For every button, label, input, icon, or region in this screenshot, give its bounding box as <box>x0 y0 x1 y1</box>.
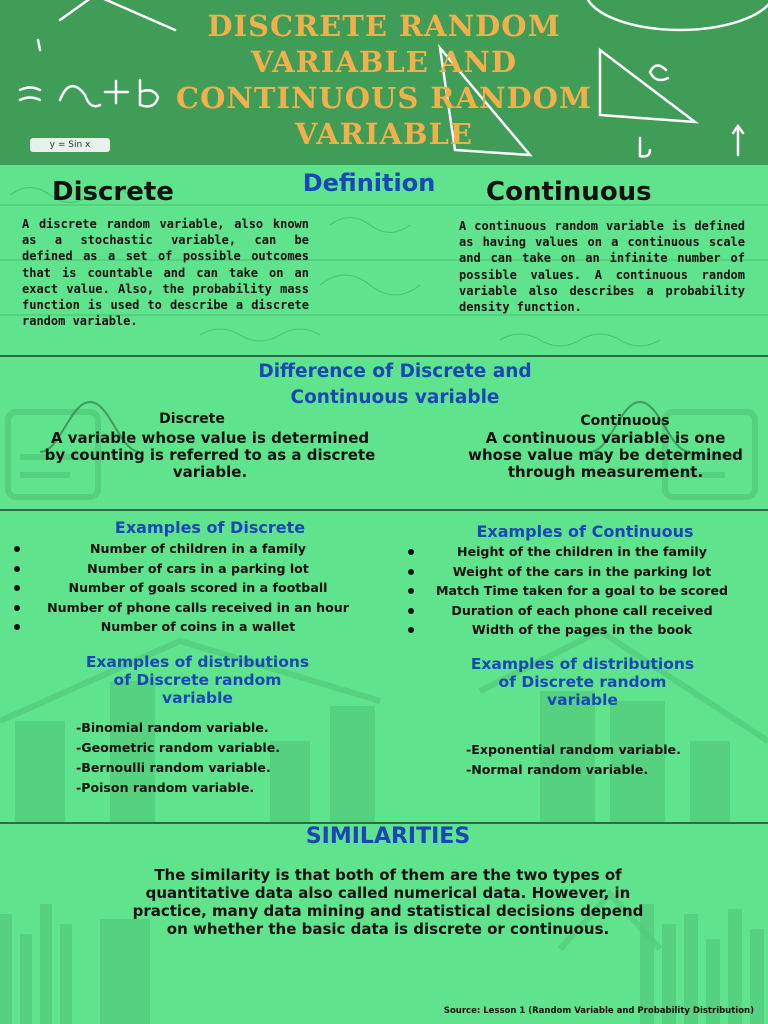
examples-section <box>0 511 768 822</box>
list-item-text: Width of the pages in the book <box>471 622 693 638</box>
discrete-definition: A discrete random variable, also known as a stochastic variable, can be defined as a set of possible outcomes that is countable and can take on an exact value. Also, the probability mass function is used to describe a discrete random variable. <box>22 217 309 329</box>
difference-continuous-label: Continuous <box>580 413 670 429</box>
bullet-icon <box>408 627 414 633</box>
difference-heading <box>150 359 640 411</box>
list-item <box>8 598 388 618</box>
list-item: -Poison random variable. <box>76 780 255 795</box>
similarities-section <box>0 824 768 1024</box>
similarities-text: The similarity is that both of them are the two types of quantitative data also called numerical data. However, in practice, many data mining and statistical decisions depend on whether the basic data is discrete or continuous. <box>132 866 644 938</box>
source-citation: Source: Lesson 1 (Random Variable and Probability Distribution) <box>443 1006 754 1016</box>
list-item-text: Match Time taken for a goal to be scored <box>435 583 729 599</box>
bullet-icon <box>14 566 20 572</box>
list-item <box>402 620 762 640</box>
bullet-icon <box>14 605 20 611</box>
list-item: -Normal random variable. <box>466 762 649 777</box>
distributions-heading-line: of Discrete random <box>498 673 667 691</box>
difference-continuous-text: A continuous variable is one whose value may be determined through measurement. <box>468 429 743 481</box>
list-item-text: Number of cars in a parking lot <box>87 560 309 576</box>
list-item <box>402 542 762 562</box>
distributions-continuous-heading <box>410 655 755 709</box>
distributions-heading-line: of Discrete random <box>113 671 282 689</box>
list-item-text: Number of phone calls received in an hour <box>47 599 349 615</box>
list-item-text: Number of goals scored in a football <box>68 580 328 596</box>
distributions-discrete-list <box>76 718 336 798</box>
list-item-text: Number of coins in a wallet <box>100 619 296 635</box>
examples-discrete-heading: Examples of Discrete <box>114 518 306 537</box>
distributions-continuous-list <box>466 740 726 780</box>
distributions-heading-line: Examples of distributions <box>470 655 695 673</box>
header-banner <box>0 0 768 165</box>
title-line-3: CONTINUOUS RANDOM <box>175 81 592 115</box>
list-item-text: Weight of the cars in the parking lot <box>452 563 712 579</box>
bullet-icon <box>408 569 414 575</box>
bullet-icon <box>408 608 414 614</box>
list-item <box>8 617 388 637</box>
page-title <box>0 8 768 152</box>
list-item: -Binomial random variable. <box>76 720 269 735</box>
distributions-heading-line: variable <box>547 691 618 709</box>
distributions-heading-line: variable <box>162 689 233 707</box>
continuous-definition: A continuous random variable is defined as having values on a continuous scale and can take on an infinite number of possible values. A continuous random variable also describes a probability density function. <box>459 219 745 315</box>
examples-continuous-list <box>402 542 762 640</box>
similarities-heading: SIMILARITIES <box>305 824 471 849</box>
list-item <box>8 539 388 559</box>
bullet-icon <box>408 588 414 594</box>
bullet-icon <box>14 546 20 552</box>
difference-discrete-label: Discrete <box>159 411 225 427</box>
definition-heading: Definition <box>302 169 436 197</box>
list-item <box>402 601 762 621</box>
distributions-discrete-heading <box>25 653 370 707</box>
examples-discrete-list <box>8 539 388 637</box>
list-item <box>402 562 762 582</box>
list-item-text: Duration of each phone call received <box>451 602 713 618</box>
definition-section <box>0 165 768 355</box>
list-item: -Exponential random variable. <box>466 742 681 757</box>
discrete-title: Discrete <box>52 177 174 207</box>
list-item <box>402 581 762 601</box>
list-item: -Geometric random variable. <box>76 740 281 755</box>
list-item <box>8 559 388 579</box>
difference-section <box>0 357 768 509</box>
list-item <box>8 578 388 598</box>
continuous-title: Continuous <box>486 177 652 207</box>
title-line-4: VARIABLE <box>295 117 473 151</box>
bullet-icon <box>408 549 414 555</box>
bullet-icon <box>14 585 20 591</box>
list-item-text: Height of the children in the family <box>457 544 707 559</box>
difference-heading-line1: Difference of Discrete and <box>258 361 532 382</box>
list-item-text: Number of children in a family <box>90 541 306 556</box>
examples-continuous-heading: Examples of Continuous <box>476 522 694 541</box>
title-line-2: VARIABLE AND <box>250 45 518 79</box>
difference-discrete-text: A variable whose value is determined by counting is referred to as a discrete variable. <box>44 429 376 481</box>
bullet-icon <box>14 624 20 630</box>
sin-label: y = Sin x <box>30 138 110 152</box>
title-line-1: DISCRETE RANDOM <box>207 9 561 43</box>
difference-heading-line2: Continuous variable <box>290 387 500 408</box>
list-item: -Bernoulli random variable. <box>76 760 271 775</box>
distributions-heading-line: Examples of distributions <box>85 653 310 671</box>
